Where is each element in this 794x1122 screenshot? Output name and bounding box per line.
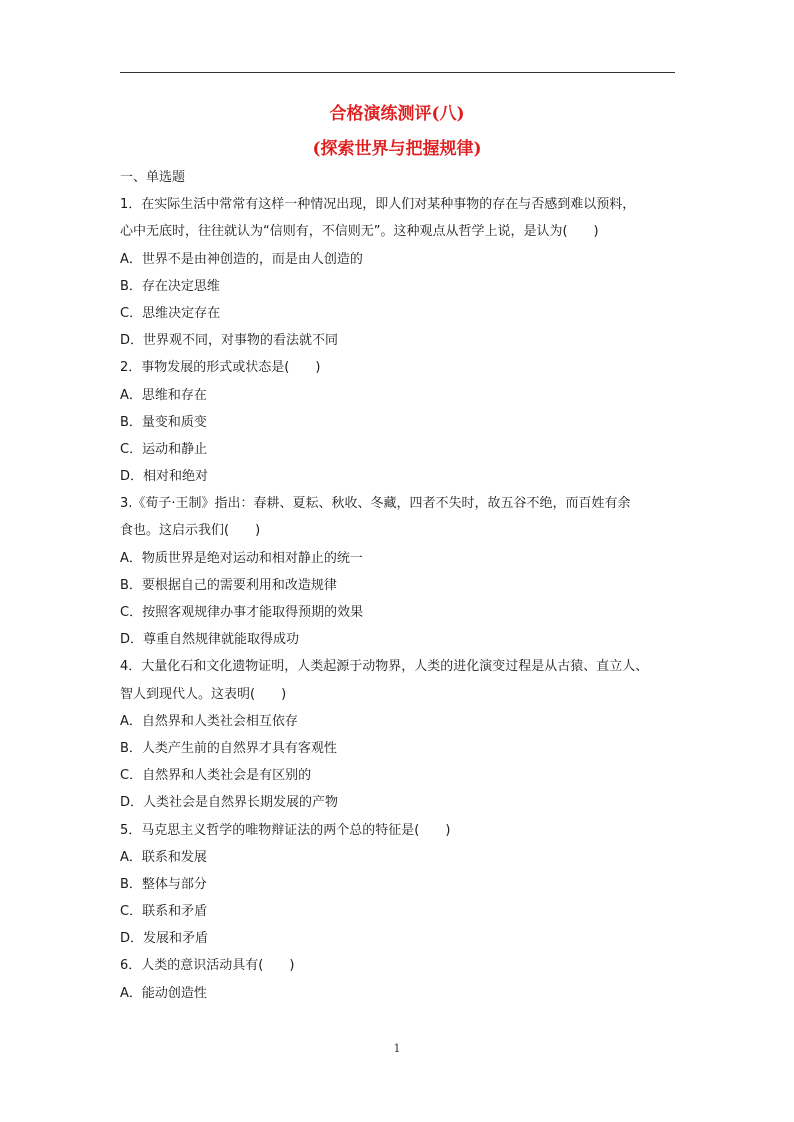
option-d: D．发展和矛盾 [120, 931, 209, 947]
option-b: B．整体与部分 [120, 876, 207, 892]
option-a: A．能动创造性 [120, 985, 207, 1001]
question-2 [120, 354, 680, 490]
option-c: C．按照客观规律办事才能取得预期的效果 [120, 605, 364, 620]
question-stem-continued: 食也。这启示我们( ) [120, 523, 261, 539]
option-c: C．运动和静止 [120, 441, 208, 457]
option-d: D．世界观不同，对事物的看法就不同 [120, 333, 339, 349]
question-stem: 6．人类的意识活动具有( ) [120, 958, 295, 974]
question-stem-continued: 心中无底时，往往就认为“信则有，不信则无”。这种观点从哲学上说，是认为( ) [120, 224, 599, 240]
page-subtitle: (探索世界与把握规律) [312, 139, 482, 159]
option-a: A．世界不是由神创造的，而是由人创造的 [120, 251, 363, 267]
question-6 [120, 952, 680, 1006]
question-stem: 2．事物发展的形式或状态是( ) [120, 360, 321, 376]
question-stem: 4．大量化石和文化遗物证明，人类起源于动物界，人类的进化演变过程是从古猿、直立人、 [120, 659, 649, 675]
page-number: 1 [393, 1042, 401, 1055]
question-5 [120, 817, 680, 953]
option-b: B．存在决定思维 [120, 278, 220, 294]
option-b: B．人类产生前的自然界才具有客观性 [120, 740, 337, 756]
option-b: B．要根据自己的需要利用和改造规律 [120, 577, 337, 593]
option-c: C．自然界和人类社会是有区别的 [120, 768, 312, 784]
option-b: B．量变和质变 [120, 414, 207, 430]
question-4 [120, 653, 680, 816]
question-3 [120, 490, 680, 653]
option-d: D．相对和绝对 [120, 469, 209, 485]
option-d: D．尊重自然规律就能取得成功 [120, 632, 300, 648]
option-a: A．联系和发展 [120, 849, 207, 865]
option-c: C．联系和矛盾 [120, 904, 208, 920]
question-1 [120, 191, 680, 354]
header-rule [120, 72, 675, 73]
option-a: A．自然界和人类社会相互依存 [120, 713, 298, 729]
option-d: D．人类社会是自然界长期发展的产物 [120, 795, 339, 811]
option-c: C．思维决定存在 [120, 305, 221, 321]
section-heading: 一、单选题 [120, 170, 186, 185]
page-title: 合格演练测评(八) [329, 104, 465, 124]
option-a: A．思维和存在 [120, 387, 207, 403]
option-a: A．物质世界是绝对运动和相对静止的统一 [120, 550, 363, 566]
question-stem: 5．马克思主义哲学的唯物辩证法的两个总的特征是( ) [120, 822, 451, 838]
question-stem-continued: 智人到现代人。这表明( ) [120, 686, 287, 702]
question-stem: 3.《荀子·王制》指出：春耕、夏耘、秋收、冬藏，四者不失时，故五谷不绝，而百姓有余 [120, 496, 631, 512]
question-stem: 1．在实际生活中常常有这样一种情况出现，即人们对某种事物的存在与否感到难以预料， [120, 197, 636, 213]
question-content [120, 164, 680, 1007]
